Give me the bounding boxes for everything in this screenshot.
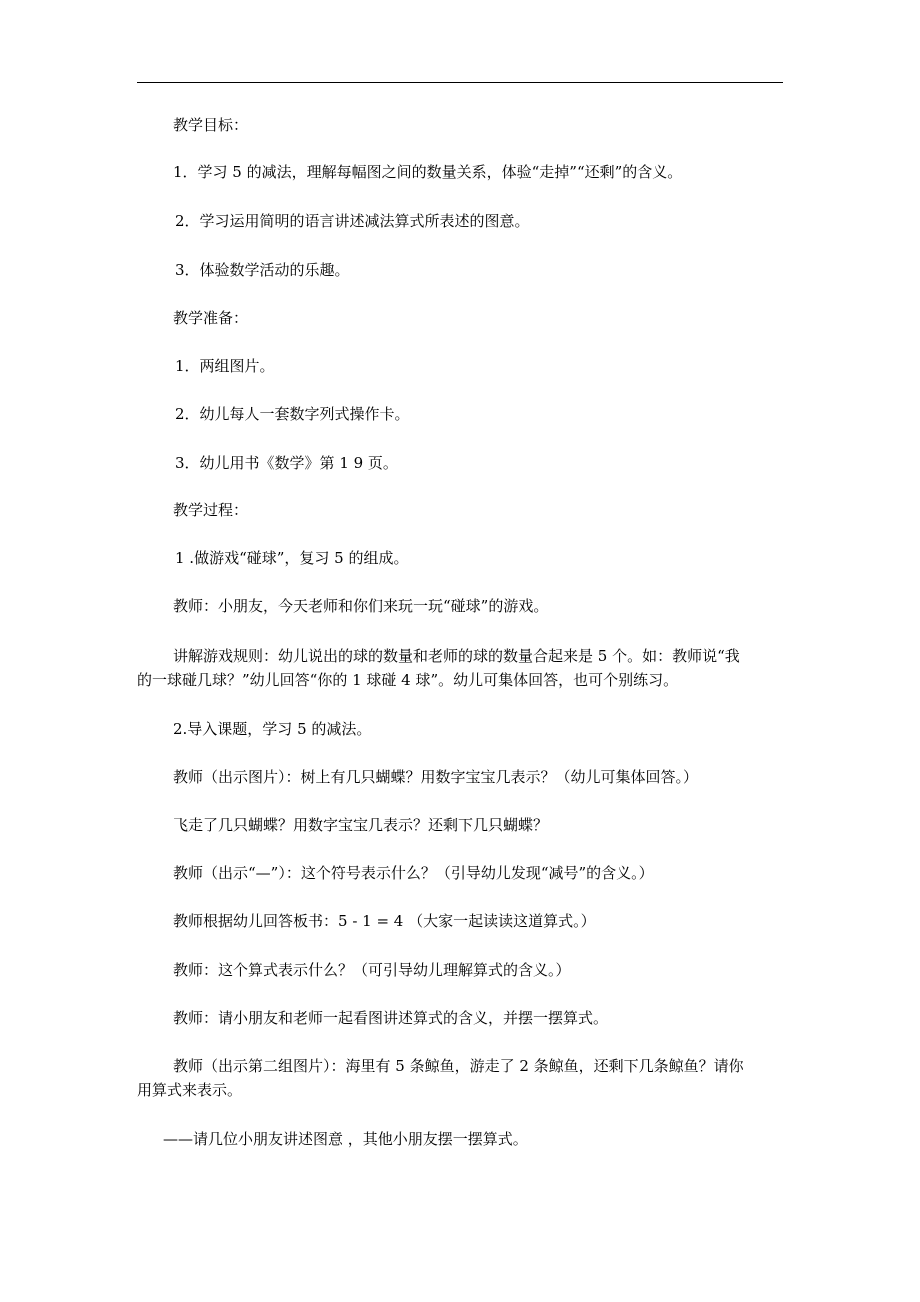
process-step-1: 1 .做游戏“碰球”，复习 5 的组成。: [175, 549, 409, 567]
process-step-2: 2.导入课题，学习 5 的减法。: [173, 720, 372, 738]
paragraph: 教师：请小朋友和老师一起看图讲述算式的含义，并摆一摆算式。: [173, 1009, 609, 1027]
prep-item-3: 3．幼儿用书《数学》第 1 9 页。: [175, 454, 398, 472]
paragraph-second-group-line-2: 用算式来表示。: [137, 1081, 243, 1099]
goal-item-2: 2．学习运用简明的语言讲述减法算式所表述的图意。: [175, 212, 530, 230]
paragraph-rules-line-1: 讲解游戏规则：幼儿说出的球的数量和老师的球的数量合起来是 5 个。如：教师说“我: [173, 647, 740, 665]
paragraph: ——请几位小朋友讲述图意 ，其他小朋友摆一摆算式。: [163, 1130, 528, 1148]
paragraph-second-group-line-1: 教师（出示第二组图片）：海里有 5 条鲸鱼，游走了 2 条鲸鱼，还剩下几条鲸鱼？请你: [173, 1057, 744, 1075]
paragraph: 教师（出示“—”）：这个符号表示什么？（引导幼儿发现“减号”的含义。）: [173, 864, 654, 882]
paragraph: 教师：小朋友，今天老师和你们来玩一玩“碰球”的游戏。: [173, 597, 549, 615]
header-rule: [137, 82, 783, 83]
goal-item-1: 1．学习 5 的减法，理解每幅图之间的数量关系，体验“走掉”“还剩”的含义。: [173, 163, 683, 181]
goal-item-3: 3．体验数学活动的乐趣。: [175, 261, 350, 279]
section-heading-preparation: 教学准备：: [173, 309, 249, 327]
paragraph: 飞走了几只蝴蝶？用数字宝宝几表示？还剩下几只蝴蝶？: [173, 816, 549, 834]
prep-item-1: 1．两组图片。: [175, 357, 275, 375]
paragraph: 教师：这个算式表示什么？（可引导幼儿理解算式的含义。）: [173, 961, 571, 979]
paragraph: 教师（出示图片）：树上有几只蝴蝶？用数字宝宝几表示？（幼儿可集体回答。）: [173, 768, 699, 786]
section-heading-process: 教学过程：: [173, 501, 249, 519]
paragraph-rules-line-2: 的一球碰几球？”幼儿回答“你的 1 球碰 4 球”。幼儿可集体回答，也可个别练习。: [137, 671, 679, 689]
paragraph: 教师根据幼儿回答板书：5 - 1 = 4 （大家一起读读这道算式。）: [173, 912, 596, 930]
section-heading-goals: 教学目标：: [173, 116, 249, 134]
prep-item-2: 2．幼儿每人一套数字列式操作卡。: [175, 405, 410, 423]
